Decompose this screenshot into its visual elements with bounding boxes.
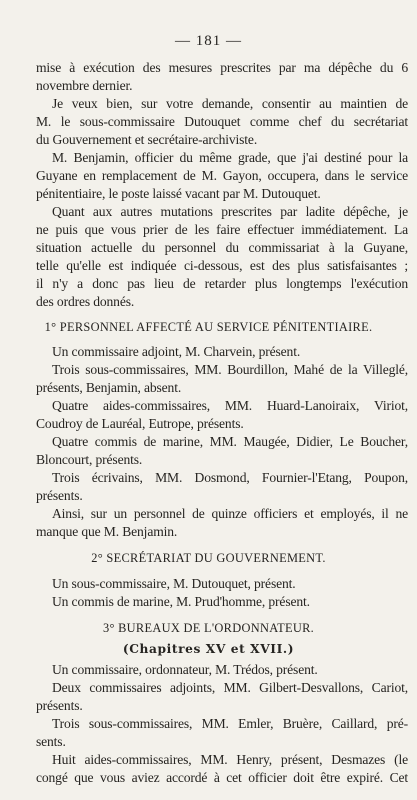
section-subheading: (Chapitres XV et XVII.) [122, 642, 295, 656]
text-line: mise à exécution des mesures prescrites par ma dépêche du 6 [36, 60, 408, 75]
text-line: présents. [36, 698, 83, 713]
text-line: Quant aux autres mutations prescrites par ladite dépêche, je [52, 204, 408, 219]
text-line: Ainsi, sur un personnel de quinze officiers et employés, il ne [52, 506, 408, 521]
text-line: présents. [36, 488, 83, 503]
page-number: — 181 — [175, 33, 242, 49]
text-line: Trois écrivains, MM. Dosmond, Fournier-l'Etang, Poupon, [52, 470, 408, 485]
text-line: Un commissaire, ordonnateur, M. Trédos, présent. [52, 662, 318, 677]
text-line: Quatre commis de marine, MM. Maugée, Didier, Le Boucher, [52, 434, 408, 449]
text-line: Trois sous-commissaires, MM. Bourdillon, Mahé de la Villeglé, [52, 362, 408, 377]
text-line: telle qu'elle est indiquée ci-dessous, est des plus satisfaisantes ; [36, 258, 408, 273]
text-line: Je veux bien, sur votre demande, consentir au maintien de [52, 96, 408, 111]
text-line: il n'y a donc pas lieu de retarder plus longtemps l'exécution [36, 276, 408, 291]
text-line: novembre dernier. [36, 78, 133, 93]
section-heading: 3° BUREAUX DE L'ORDONNATEUR. [102, 621, 315, 635]
section-heading: 1° PERSONNEL AFFECTÉ AU SERVICE PÉNITENTIAIRE. [44, 320, 373, 334]
text-line: sents. [36, 734, 66, 749]
text-line: M. Benjamin, officier du même grade, que j'ai destiné pour la [52, 150, 408, 165]
text-line: situation actuelle du personnel du commissariat à la Guyane, [36, 240, 408, 255]
text-line: M. le sous-commissaire Dutouquet comme chef du secrétariat [36, 114, 408, 129]
text-line: Un commis de marine, M. Prud'homme, présent. [52, 594, 310, 609]
text-line: présents, Benjamin, absent. [36, 380, 182, 395]
text-line: Deux commissaires adjoints, MM. Gilbert-Desvallons, Cariot, [52, 680, 408, 695]
text-line: manque que M. Benjamin. [36, 524, 178, 539]
text-line: Quatre aides-commissaires, MM. Huard-Lanoiraix, Viriot, [52, 398, 408, 413]
text-line: Coudroy de Lauréal, Eutrope, présents. [36, 416, 244, 431]
text-line: des ordres donnés. [36, 294, 135, 309]
section-heading: 2° SECRÉTARIAT DU GOUVERNEMENT. [91, 551, 326, 565]
text-line: ne puis que vous prier de les faire effectuer immédiatement. La [36, 222, 408, 237]
text-line: Huit aides-commissaires, MM. Henry, présent, Desmazes (le [52, 752, 408, 767]
text-line: Un sous-commissaire, M. Dutouquet, présent. [52, 576, 296, 591]
text-line: Guyane en remplacement de M. Gayon, occupera, dans le service [36, 168, 408, 183]
text-line: congé que vous aviez accordé à cet officier doit être expiré. Cet [36, 770, 408, 785]
text-line: Trois sous-commissaires, MM. Emler, Bruère, Caillard, pré- [52, 716, 408, 731]
text-line: pénitentiaire, le poste laissé vacant par M. Dutouquet. [36, 186, 321, 201]
text-line: Un commissaire adjoint, M. Charvein, présent. [52, 344, 301, 359]
text-line: Bloncourt, présents. [36, 452, 143, 467]
text-line: du Gouvernement et secrétaire-archiviste. [36, 132, 258, 147]
